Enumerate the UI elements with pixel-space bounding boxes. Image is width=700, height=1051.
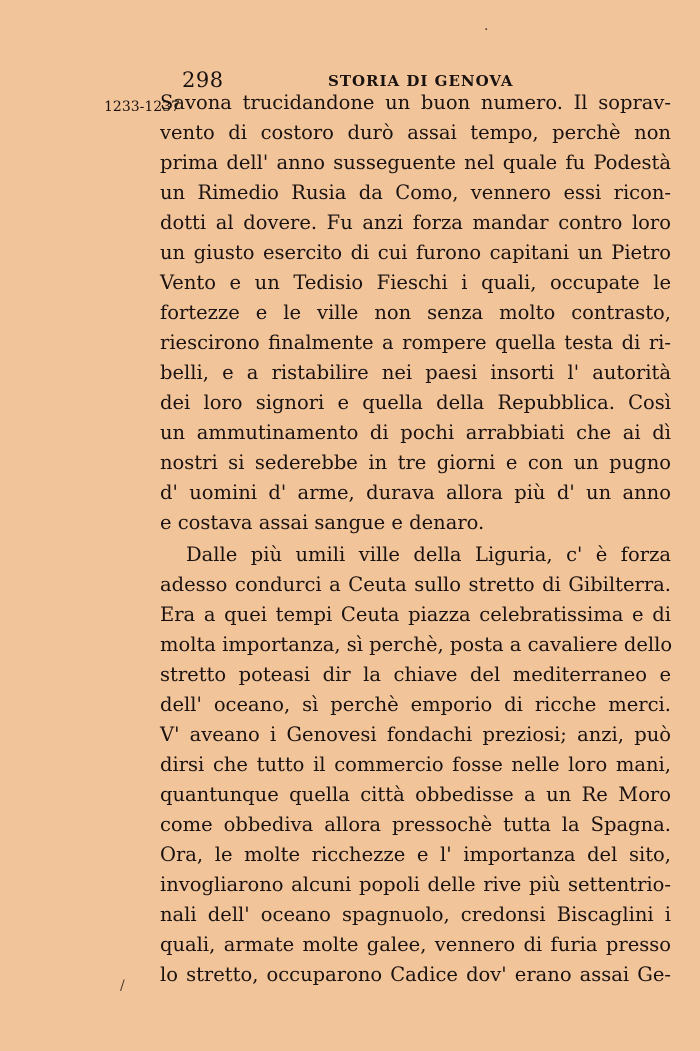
margin-date-note: 1233-1237: [104, 99, 180, 115]
text-line: Savona trucidandone un buon numero. Il soprav-: [160, 91, 671, 114]
text-line: Dalle più umili ville della Liguria, c' è forza: [186, 543, 671, 566]
text-line: dotti al dovere. Fu anzi forza mandar contro loro: [160, 211, 671, 234]
text-line: un ammutinamento di pochi arrabbiati che ai dì: [160, 421, 671, 444]
text-line: dirsi che tutto il commercio fosse nelle loro mani,: [160, 753, 671, 776]
text-line: vento di costoro durò assai tempo, perchè non: [160, 121, 671, 144]
page-number: 298: [182, 68, 224, 92]
text-line: un giusto esercito di cui furono capitani un Pietro: [160, 241, 671, 264]
text-line: invogliarono alcuni popoli delle rive più settentrio-: [160, 873, 671, 896]
text-line: come obbediva allora pressochè tutta la Spagna.: [160, 813, 671, 836]
text-line: molta importanza, sì perchè, posta a cavaliere dello: [160, 633, 673, 656]
print-speck: ·: [484, 22, 489, 38]
text-line: un Rimedio Rusia da Como, vennero essi ricon-: [160, 181, 671, 204]
text-line: quantunque quella città obbedisse a un Re Moro: [160, 783, 671, 806]
text-line: stretto poteasi dir la chiave del mediterraneo e: [160, 663, 671, 686]
print-speck: /: [120, 978, 125, 994]
text-line: fortezze e le ville non senza molto contrasto,: [160, 301, 671, 324]
text-line: dell' oceano, sì perchè emporio di ricche merci.: [160, 693, 671, 716]
text-line: adesso condurci a Ceuta sullo stretto di Gibilterra.: [160, 573, 671, 596]
text-line: Era a quei tempi Ceuta piazza celebratissima e di: [160, 603, 671, 626]
text-line: belli, e a ristabilire nei paesi insorti l' autorità: [160, 361, 671, 384]
running-title: STORIA DI GENOVA: [328, 72, 514, 90]
text-line: prima dell' anno susseguente nel quale fu Podestà: [160, 151, 671, 174]
text-line: V' aveano i Genovesi fondachi preziosi; anzi, può: [160, 723, 671, 746]
text-line: lo stretto, occuparono Cadice dov' erano assai Ge-: [160, 963, 671, 986]
text-line: nostri si sederebbe in tre giorni e con un pugno: [160, 451, 671, 474]
text-line: riescirono finalmente a rompere quella testa di ri-: [160, 331, 671, 354]
text-line: quali, armate molte galee, vennero di furia presso: [160, 933, 671, 956]
text-line: e costava assai sangue e denaro.: [160, 511, 485, 534]
text-line: Vento e un Tedisio Fieschi i quali, occupate le: [160, 271, 671, 294]
text-line: dei loro signori e quella della Repubblica. Così: [160, 391, 671, 414]
text-line: d' uomini d' arme, durava allora più d' un anno: [160, 481, 671, 504]
text-line: Ora, le molte ricchezze e l' importanza del sito,: [160, 843, 671, 866]
text-line: nali dell' oceano spagnuolo, credonsi Biscaglini i: [160, 903, 671, 926]
